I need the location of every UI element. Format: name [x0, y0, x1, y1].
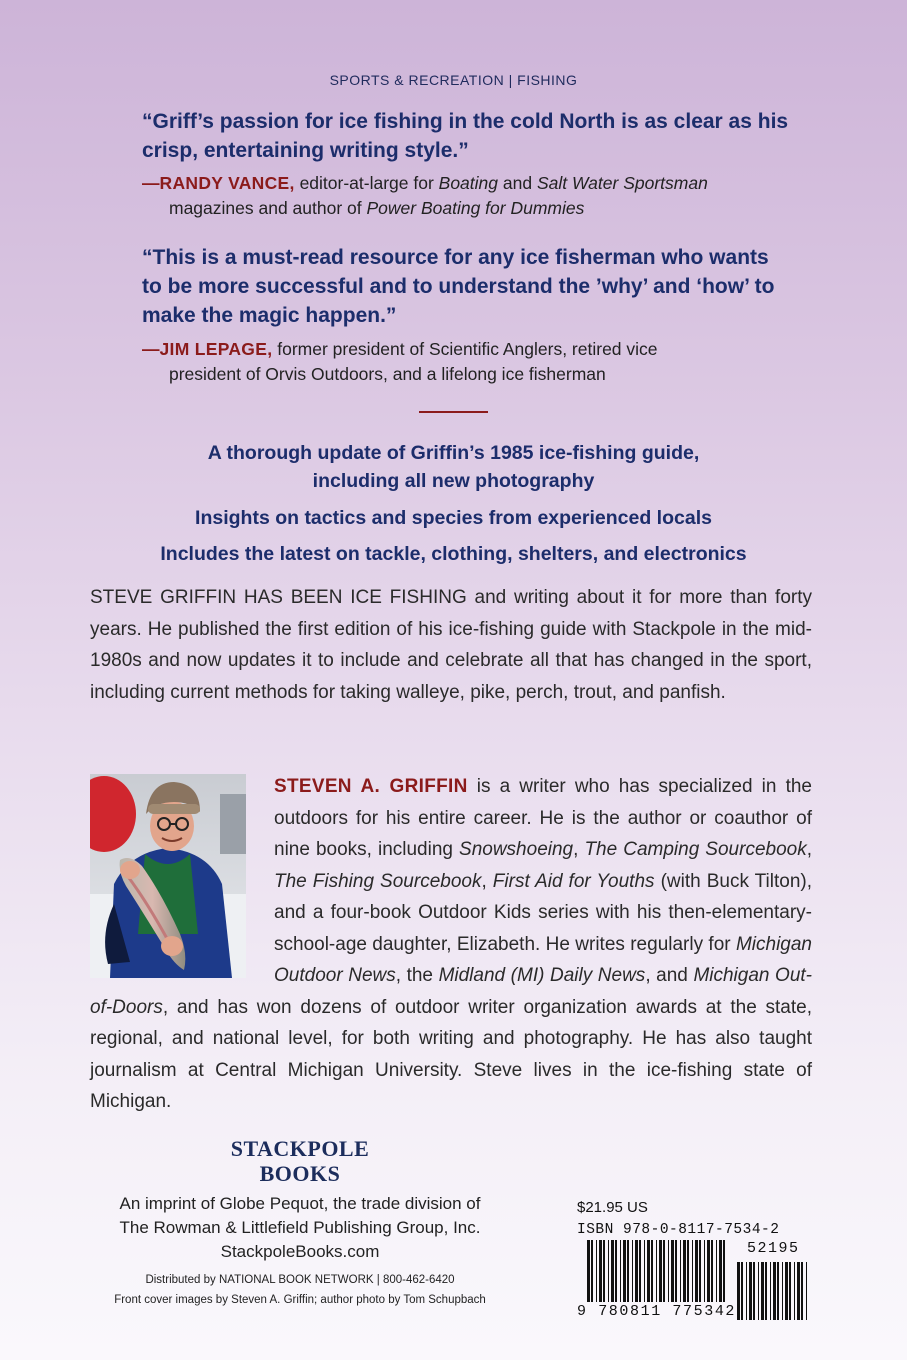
quote-1-attribution	[142, 171, 802, 221]
imprint-line-2: The Rowman & Littlefield Publishing Group, Inc.	[119, 1218, 481, 1237]
section-divider	[419, 411, 488, 413]
barcode-bar	[758, 1262, 759, 1320]
barcode-bar	[737, 1262, 740, 1320]
barcode-bar	[680, 1240, 681, 1302]
book-title: Power Boating for Dummies	[366, 198, 585, 218]
barcode-bar	[599, 1240, 602, 1302]
bio-text: ,	[573, 839, 585, 860]
barcode-bar	[801, 1262, 803, 1320]
barcode-bar	[635, 1240, 638, 1302]
attribution-name: JIM LEPAGE,	[159, 339, 273, 359]
bio-text: , and has won dozens of outdoor writer organization awards at the state, regional, and national level, for both writing and photography. He has also taught journalism at Central Michigan University. Steve lives in the ice-fishing state of Michigan.	[90, 996, 812, 1112]
barcode-bar	[615, 1240, 617, 1302]
book-title: The Camping Sourcebook	[584, 839, 807, 860]
attribution-text: former president of Scientific Anglers, retired vice	[272, 339, 658, 359]
barcode-bar	[785, 1262, 788, 1320]
barcode-ean-number: 9 780811 775342	[577, 1303, 737, 1320]
feature-line-1: A thorough update of Griffin’s 1985 ice-fishing guide,	[207, 442, 700, 464]
barcode-bar	[716, 1240, 717, 1302]
quote-2-line-1: “This is a must-read resource for any ice fisherman who wants	[142, 246, 769, 269]
isbn-label: ISBN 978-0-8117-7534-2	[577, 1222, 780, 1238]
attribution-dash: —	[142, 173, 160, 193]
barcode-bar	[711, 1240, 713, 1302]
barcode-bar	[777, 1262, 779, 1320]
publication-title: Michigan Outdoor News	[274, 933, 812, 986]
category-label: SPORTS & RECREATION | FISHING	[329, 72, 578, 88]
publisher-logo-line-2: BOOKS	[259, 1161, 341, 1186]
publication-title: Midland (MI) Daily News	[438, 965, 646, 986]
publisher-website: StackpoleBooks.com	[220, 1242, 380, 1261]
photo-credits: Front cover images by Steven A. Griffin; author photo by Tom Schupbach	[114, 1294, 486, 1306]
barcode-bar	[632, 1240, 633, 1302]
barcode-bar	[773, 1262, 776, 1320]
barcode-bar	[806, 1262, 807, 1320]
attribution-text: magazines and author of	[169, 198, 367, 218]
imprint-info	[80, 1192, 520, 1264]
barcode-bar	[647, 1240, 650, 1302]
book-title: Snowshoeing	[459, 839, 574, 860]
barcode-bar	[656, 1240, 657, 1302]
barcode-bar	[753, 1262, 755, 1320]
publisher-logo	[200, 1136, 400, 1186]
barcode-bar	[765, 1262, 767, 1320]
barcode-bar	[719, 1240, 722, 1302]
barcode-bar	[659, 1240, 662, 1302]
book-title: First Aid for Youths	[492, 870, 655, 892]
barcode-bar	[611, 1240, 614, 1302]
barcode-bar	[746, 1262, 747, 1320]
bio-text: , and	[645, 965, 694, 986]
barcode-bar	[623, 1240, 626, 1302]
barcode-bar	[692, 1240, 693, 1302]
author-name: STEVEN A. GRIFFIN	[274, 776, 468, 797]
barcode-bar	[782, 1262, 783, 1320]
barcode-bar	[797, 1262, 800, 1320]
bio-text: is a writer who has specialized in the outdoors for his entire career. He is the author or coauthor of nine books, including	[274, 776, 812, 860]
barcode-bar	[663, 1240, 665, 1302]
barcode-bar	[687, 1240, 689, 1302]
barcode-bar	[603, 1240, 605, 1302]
feature-line-2: including all new photography	[312, 470, 595, 492]
attribution-dash: —	[142, 339, 160, 359]
barcode-bar	[695, 1240, 698, 1302]
barcode-bar	[683, 1240, 686, 1302]
distribution-info: Distributed by NATIONAL BOOK NETWORK | 800-462-6420	[145, 1274, 455, 1286]
barcode-bar	[591, 1240, 593, 1302]
barcode-bar	[596, 1240, 597, 1302]
barcode-bar	[704, 1240, 705, 1302]
attribution-name: RANDY VANCE,	[159, 173, 295, 193]
barcode-bar	[749, 1262, 752, 1320]
imprint-line-1: An imprint of Globe Pequot, the trade division of	[119, 1194, 481, 1213]
bio-text: ,	[806, 839, 812, 860]
quote-2-line-3: make the magic happen.”	[142, 304, 397, 327]
feature-line-4: Includes the latest on tackle, clothing, shelters, and electronics	[160, 543, 747, 565]
barcode-bar	[671, 1240, 674, 1302]
barcode-bar	[639, 1240, 641, 1302]
attribution-text: president of Orvis Outdoors, and a lifelong ice fisherman	[169, 364, 606, 384]
barcode-bar	[699, 1240, 701, 1302]
publication-title: Michigan Out-of-Doors	[90, 965, 812, 1018]
publisher-logo-line-1: STACKPOLE	[230, 1136, 370, 1161]
quote-2-line-2: to be more successful and to understand the ’why’ and ‘how’ to	[142, 275, 775, 298]
barcode-bar	[675, 1240, 677, 1302]
attribution-text: editor-at-large for	[294, 173, 439, 193]
bio-text: ,	[481, 870, 493, 892]
publication-title: Salt Water Sportsman	[536, 173, 708, 193]
barcode-bar	[741, 1262, 743, 1320]
author-bio	[90, 771, 812, 1118]
quote-1-line-1: “Griff’s passion for ice fishing in the cold North is as clear as his	[142, 110, 789, 133]
quote-1-line-2: crisp, entertaining writing style.”	[142, 139, 469, 162]
barcode-bar	[644, 1240, 645, 1302]
barcode-addon-number: 52195	[747, 1240, 800, 1257]
barcode-bar	[723, 1240, 725, 1302]
barcode-bar	[627, 1240, 629, 1302]
book-title: The Fishing Sourcebook	[274, 870, 482, 892]
barcode-bar	[794, 1262, 795, 1320]
publication-title: Boating	[438, 173, 499, 193]
barcode-bar	[789, 1262, 791, 1320]
book-description: STEVE GRIFFIN HAS BEEN ICE FISHING and writing about it for more than forty years. He published the first edition of his ice-fishing guide with Stackpole in the mid-1980s and now updates it to include and celebrate all that has changed in the sport, including current methods for taking walleye, pike, perch, trout, and panfish.	[90, 587, 812, 703]
barcode-bar	[651, 1240, 653, 1302]
barcode-bar	[707, 1240, 710, 1302]
quote-1	[142, 107, 792, 165]
quote-2-attribution	[142, 337, 802, 387]
attribution-text: and	[498, 173, 537, 193]
bio-text: , the	[395, 965, 439, 986]
barcode-bar	[668, 1240, 669, 1302]
barcode-bar	[770, 1262, 771, 1320]
quote-2	[142, 243, 792, 330]
feature-line-3: Insights on tactics and species from experienced locals	[195, 507, 712, 529]
bio-text: (with Buck Tilton), and a four-book Outdoor Kids series with his then-elementary-school-age daughter, Elizabeth. He writes regularly for	[274, 870, 813, 955]
barcode-bar	[761, 1262, 764, 1320]
barcode-bar	[587, 1240, 590, 1302]
barcode-bar	[620, 1240, 621, 1302]
price-label: $21.95 US	[577, 1199, 648, 1216]
barcode-bar	[608, 1240, 609, 1302]
